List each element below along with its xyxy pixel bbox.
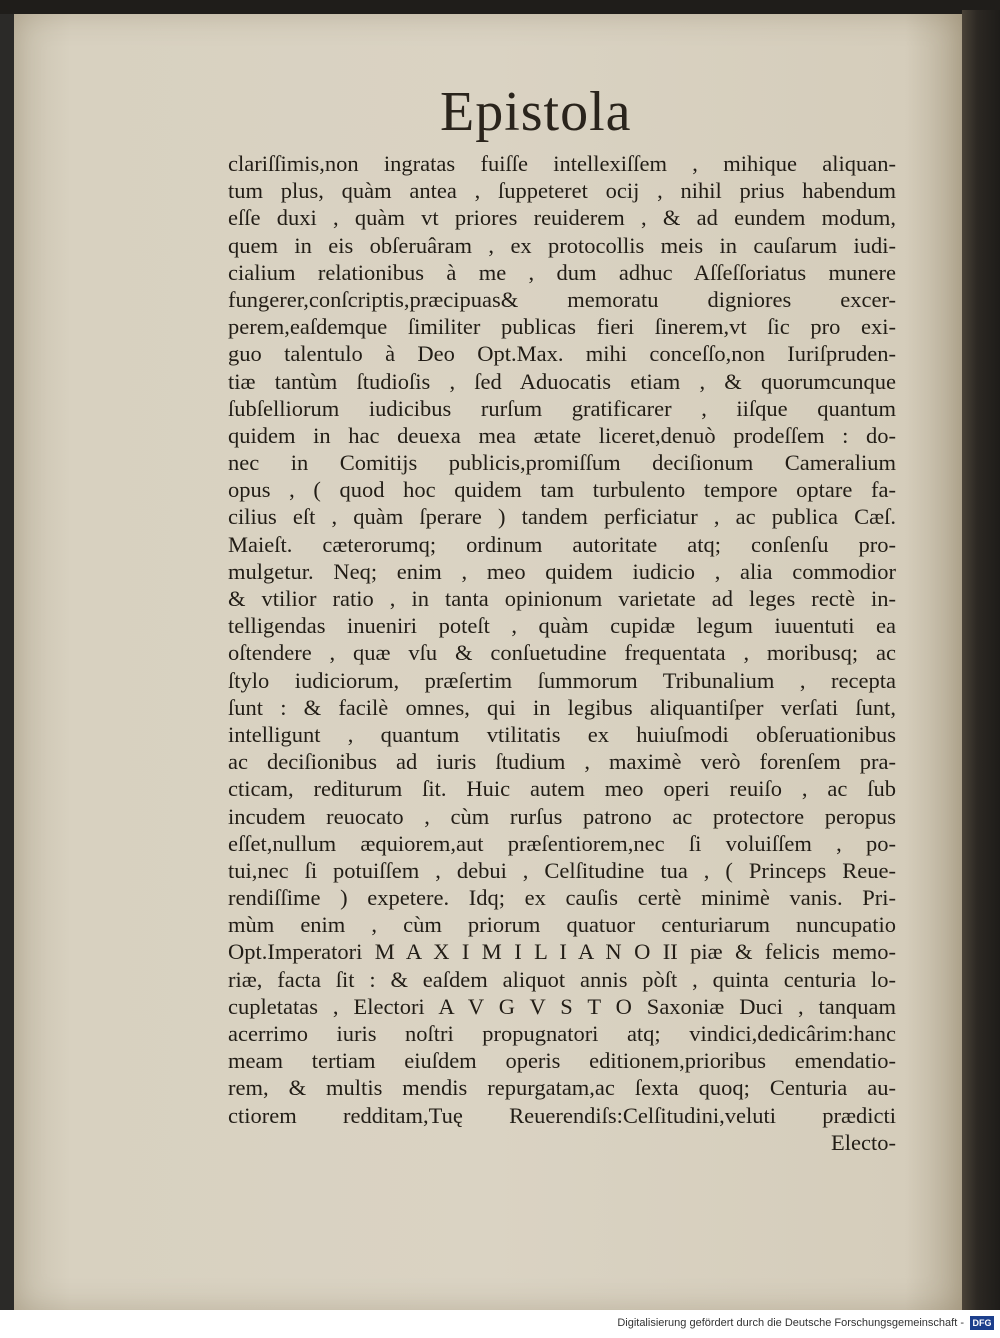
body-text	[228, 150, 896, 1156]
text-line: opus , ( quod hoc quidem tam turbulento tempore optare fa-	[228, 477, 896, 503]
text-line: cilius eſt , quàm ſperare ) tandem perficiatur , ac publica Cæſ.	[228, 504, 896, 530]
text-line: quidem in hac deuexa mea ætate liceret,denuò prodeſſem : do-	[228, 422, 896, 448]
text-line: guo talentulo à Deo Opt.Max. mihi conceſſo,non Iuriſpruden-	[228, 341, 896, 367]
text-line: tiæ tantùm ſtudioſis , ſed Aduocatis etiam , & quorumcunque	[228, 368, 896, 394]
text-line: nec in Comitijs publicis,promiſſum deciſionum Cameralium	[228, 450, 896, 476]
text-line: rem, & multis mendis repurgatam,ac ſexta quoq; Centuria au-	[228, 1075, 896, 1101]
text-line: ac deciſionibus ad iuris ſtudium , maximè verò forenſem pra-	[228, 749, 896, 775]
text-line: tui,nec ſi potuiſſem , debui , Celſitudine tua , ( Princeps Reue-	[228, 857, 896, 883]
text-line: tum plus, quàm antea , ſuppeteret ocij , nihil prius habendum	[228, 178, 896, 204]
text-line: riæ, facta ſit : & eaſdem aliquot annis pòſt , quinta centuria lo-	[228, 966, 896, 992]
text-line: perem,eaſdemque ſimiliter publicas fieri ſinerem,vt ſic pro exi-	[228, 314, 896, 340]
text-line: telligendas inueniri poteſt , quàm cupidæ legum iuuentuti ea	[228, 613, 896, 639]
text-line: ſtylo iudiciorum, præſertim ſummorum Tribunalium , recepta	[228, 667, 896, 693]
text-line: intelligunt , quantum vtilitatis ex huiuſmodi obſeruationibus	[228, 721, 896, 747]
text-line: rendiſſime ) expetere. Idq; ex cauſis certè minimè vanis. Pri-	[228, 885, 896, 911]
digitization-footer	[0, 1310, 1000, 1338]
text-line: ſunt : & facilè omnes, qui in legibus aliquantiſper verſati ſunt,	[228, 694, 896, 720]
dfg-logo-icon: DFG	[970, 1316, 994, 1330]
text-line: mulgetur. Neq; enim , meo quidem iudicio , alia commodior	[228, 558, 896, 584]
text-line: cticam, rediturum ſit. Huic autem meo operi reuiſo , ac ſub	[228, 776, 896, 802]
text-line: quem in eis obſeruâram , ex protocollis meis in cauſarum iudi-	[228, 232, 896, 258]
text-line: acerrimo iuris noſtri propugnatori atq; vindici,dedicârim:hanc	[228, 1021, 896, 1046]
text-line: ctiorem redditam,Tuę Reuerendiſs:Celſitudini,veluti prædicti	[228, 1102, 896, 1128]
text-line: Maieſt. cæterorumq; ordinum autoritate atq; conſenſu pro-	[228, 531, 896, 557]
catchword: Electo-	[831, 1129, 896, 1155]
text-line: eſſet,nullum æquiorem,aut præſentiorem,nec ſi voluiſſem , po-	[228, 830, 896, 856]
text-line: cupletatas , Electori A V G V S T O Saxoniæ Duci , tanquam	[228, 993, 896, 1019]
text-line: Opt.Imperatori M A X I M I L I A N O II piæ & felicis memo-	[228, 939, 896, 965]
scan-top-border	[0, 0, 1000, 14]
running-head: Epistola	[440, 81, 632, 143]
text-line: oſtendere , quæ vſu & conſuetudine frequentata , moribusq; ac	[228, 640, 896, 666]
text-line: meam tertiam eiuſdem operis editionem,prioribus emendatio-	[228, 1048, 896, 1074]
text-line: fungerer,conſcriptis,præcipuas& memoratu digniores excer-	[228, 286, 896, 312]
text-line: cialium relationibus à me , dum adhuc Aſſeſſoriatus munere	[228, 259, 896, 285]
text-line: incudem reuocato , cùm rurſus patrono ac protectore peropus	[228, 803, 896, 829]
book-spine-edge	[962, 10, 1000, 1310]
funding-credit: Digitalisierung gefördert durch die Deutsche Forschungsgemeinschaft -	[617, 1317, 964, 1329]
text-line: ſubſelliorum iudicibus rurſum gratificarer , iiſque quantum	[228, 395, 896, 421]
text-line: mùm enim , cùm priorum quatuor centuriarum nuncupatio	[228, 912, 896, 938]
text-line: clariſſimis,non ingratas fuiſſe intellexiſſem , mihique aliquan-	[228, 151, 896, 176]
text-line: & vtilior ratio , in tanta opinionum varietate ad leges rectè in-	[228, 586, 896, 611]
text-line: eſſe duxi , quàm vt priores reuiderem , & ad eundem modum,	[228, 205, 896, 231]
